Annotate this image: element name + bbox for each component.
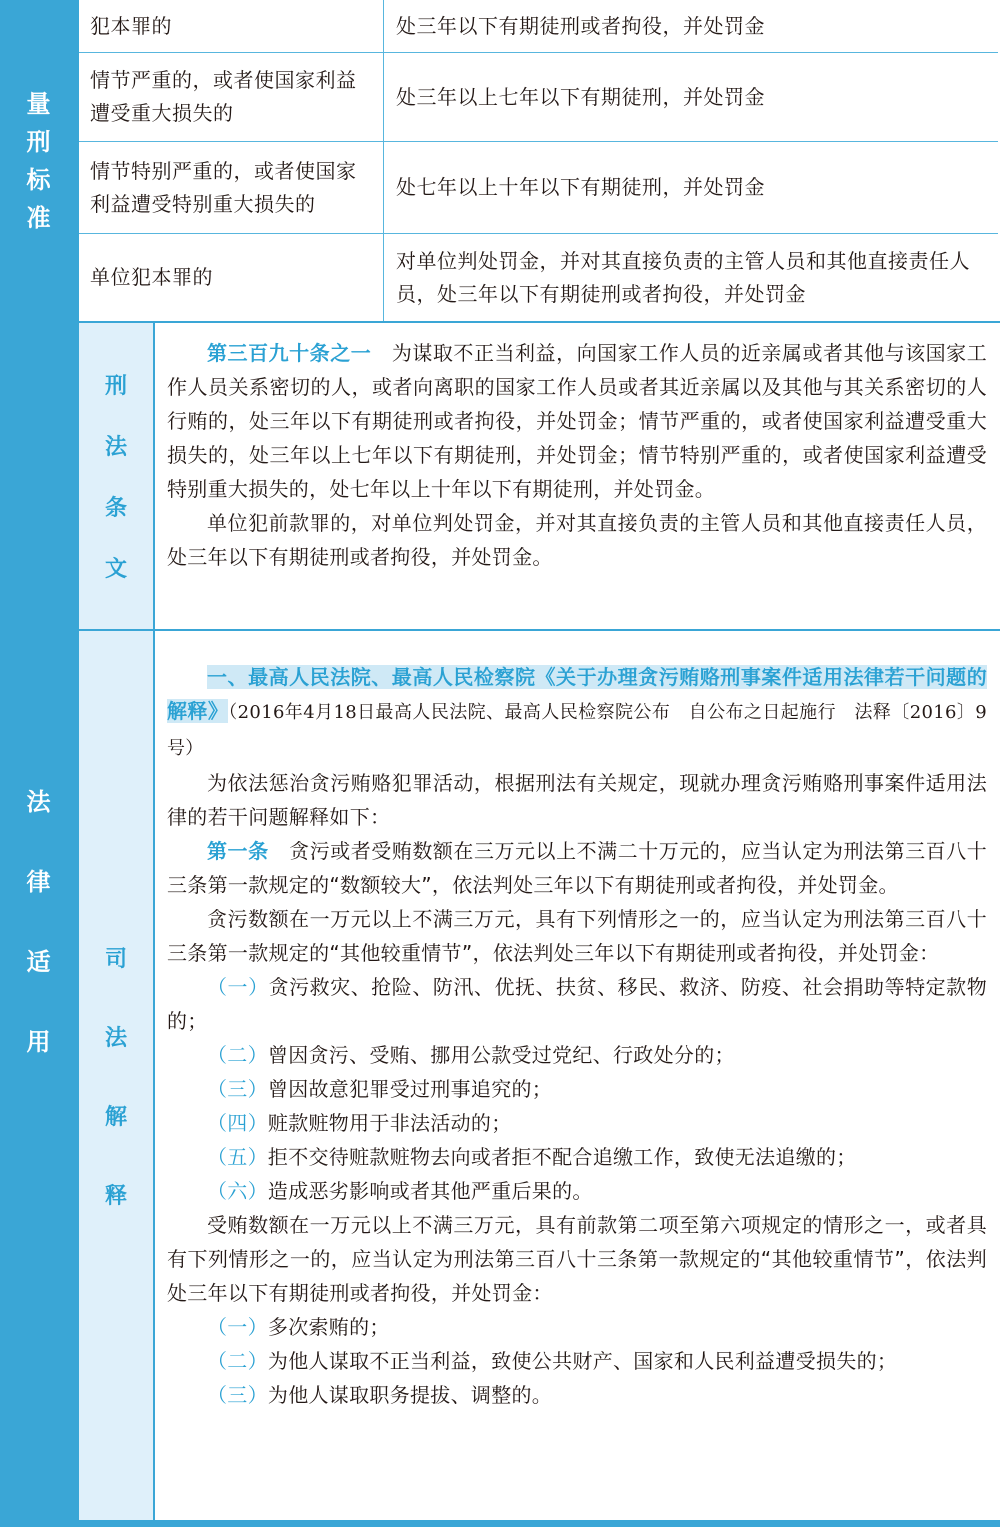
punishment-cell: 对单位判处罚金，并对其直接负责的主管人员和其他直接责任人员，处三年以下有期徒刑或者拘役，并处罚金	[396, 248, 970, 306]
label-char: 司	[104, 946, 127, 972]
label-char: 刑	[26, 127, 51, 156]
label-char: 条	[104, 496, 127, 521]
label-char: 准	[26, 203, 51, 232]
item-text: 多次索贿的；	[267, 1315, 390, 1339]
article-paragraph: 单位犯前款罪的，对单位判处罚金，并对其直接负责的主管人员和其他直接责任人员，处三年以下有期徒刑或者拘役，并处罚金。	[167, 511, 987, 569]
table-row	[79, 53, 998, 142]
list-item	[167, 1140, 987, 1174]
punishment-cell: 处三年以下有期徒刑或者拘役，并处罚金	[396, 13, 765, 38]
punishment-cell: 处三年以上七年以下有期徒刑，并处罚金	[396, 84, 765, 109]
article1-body: 贪污或者受贿数额在三万元以上不满二十万元的，应当认定为刑法第三百八十三条第一款规定的“数额较大”，依法判处三年以下有期徒刑或者拘役，并处罚金。	[167, 839, 988, 897]
item-number: （三）	[207, 1077, 268, 1101]
item-text: 贪污救灾、抢险、防汛、优抚、扶贫、移民、救济、防疫、社会捐助等特定款物的；	[167, 975, 988, 1033]
subsection-divider	[79, 629, 1000, 631]
criminal-law-article-label	[79, 323, 155, 629]
embezzle-paragraph: 贪污数额在一万元以上不满三万元，具有下列情形之一的，应当认定为刑法第三百八十三条第一款规定的“其他较重情节”，依法判处三年以下有期徒刑或者拘役，并处罚金：	[167, 907, 987, 965]
item-number: （三）	[207, 1383, 268, 1407]
table-row	[79, 142, 998, 234]
label-char: 用	[26, 1027, 51, 1056]
label-char: 文	[104, 557, 127, 582]
item-number: （二）	[207, 1043, 268, 1067]
item-number: （二）	[207, 1349, 268, 1373]
label-char: 解	[104, 1104, 127, 1130]
punishment-cell: 处七年以上十年以下有期徒刑，并处罚金	[396, 175, 765, 199]
list-item	[167, 1378, 987, 1412]
condition-cell: 犯本罪的	[79, 0, 384, 52]
bottom-border	[0, 1520, 1000, 1527]
law-application-label	[0, 323, 77, 1520]
label-char: 律	[26, 867, 51, 896]
interpretation-text	[167, 660, 987, 1412]
item-number: （一）	[207, 975, 269, 999]
table-row	[79, 0, 998, 53]
list-item	[167, 1038, 987, 1072]
label-char: 标	[26, 165, 51, 194]
list-item	[167, 1310, 987, 1344]
list-item	[167, 1344, 987, 1378]
item-text: 为他人谋取职务提拔、调整的。	[267, 1383, 553, 1407]
label-char: 法	[26, 787, 51, 816]
article1-heading: 第一条	[207, 839, 269, 863]
item-number: （五）	[207, 1145, 268, 1169]
interpretation-title	[167, 660, 987, 766]
label-char: 释	[104, 1183, 127, 1209]
label-char: 刑	[104, 374, 127, 399]
item-number: （六）	[207, 1179, 268, 1203]
label-char: 法	[104, 1025, 127, 1051]
judicial-interpretation-label	[79, 631, 155, 1520]
document-source: （2016年4月18日最高人民法院、最高人民检察院公布 自公布之日起施行 法释〔2016〕9号）	[167, 702, 987, 759]
article-body: 为谋取不正当利益，向国家工作人员的近亲属或者其他与该国家工作人员关系密切的人，或者向离职的国家工作人员或者其近亲属以及其他与其关系密切的人行贿的，处三年以下有期徒刑或者拘役，并处罚金；情节严重的，或者使国家利益遭受重大损失的，处三年以上七年以下有期徒刑，并处罚金；情节特别严重的，或者使国家利益遭受特别重大损失的，处七年以上十年以下有期徒刑，并处罚金。	[167, 341, 988, 501]
intro-paragraph: 为依法惩治贪污贿赂犯罪活动，根据刑法有关规定，现就办理贪污贿赂刑事案件适用法律的若干问题解释如下：	[167, 771, 987, 829]
list-item	[167, 1072, 987, 1106]
label-char: 量	[26, 89, 51, 118]
table-row	[79, 234, 998, 321]
document-title: 一、最高人民法院、最高人民检察院《关于办理贪污贿赂刑事案件适用法律若干问题的解释》	[167, 665, 987, 723]
item-text: 拒不交待赃款赃物去向或者拒不配合追缴工作，致使无法追缴的；	[267, 1145, 857, 1169]
item-text: 曾因贪污、受贿、挪用公款受过党纪、行政处分的；	[267, 1043, 735, 1067]
article1-paragraph	[167, 834, 987, 902]
item-number: （四）	[207, 1111, 268, 1135]
article-heading: 第三百九十条之一	[207, 341, 372, 365]
item-number: （一）	[207, 1315, 268, 1339]
article-text	[167, 336, 987, 574]
condition-cell: 情节严重的，或者使国家利益遭受重大损失的	[79, 53, 384, 141]
item-text: 造成恶劣影响或者其他严重后果的。	[267, 1179, 593, 1203]
item-text: 为他人谋取不正当利益，致使公共财产、国家和人民利益遭受损失的；	[267, 1349, 898, 1373]
list-item	[167, 1174, 987, 1208]
bribe-paragraph: 受贿数额在一万元以上不满三万元，具有前款第二项至第六项规定的情形之一，或者具有下列情形之一的，应当认定为刑法第三百八十三条第一款规定的“其他较重情节”，依法判处三年以下有期徒刑或者拘役，并处罚金：	[167, 1213, 987, 1305]
condition-cell: 单位犯本罪的	[79, 234, 384, 321]
article-paragraph	[167, 336, 987, 506]
label-char: 适	[26, 947, 51, 976]
list-item	[167, 970, 987, 1038]
label-char: 法	[104, 435, 127, 460]
item-text: 赃款赃物用于非法活动的；	[267, 1111, 512, 1135]
condition-cell: 情节特别严重的，或者使国家利益遭受特别重大损失的	[79, 142, 384, 233]
item-text: 曾因故意犯罪受过刑事追究的；	[267, 1077, 553, 1101]
list-item	[167, 1106, 987, 1140]
penalty-standard-label	[0, 0, 77, 321]
